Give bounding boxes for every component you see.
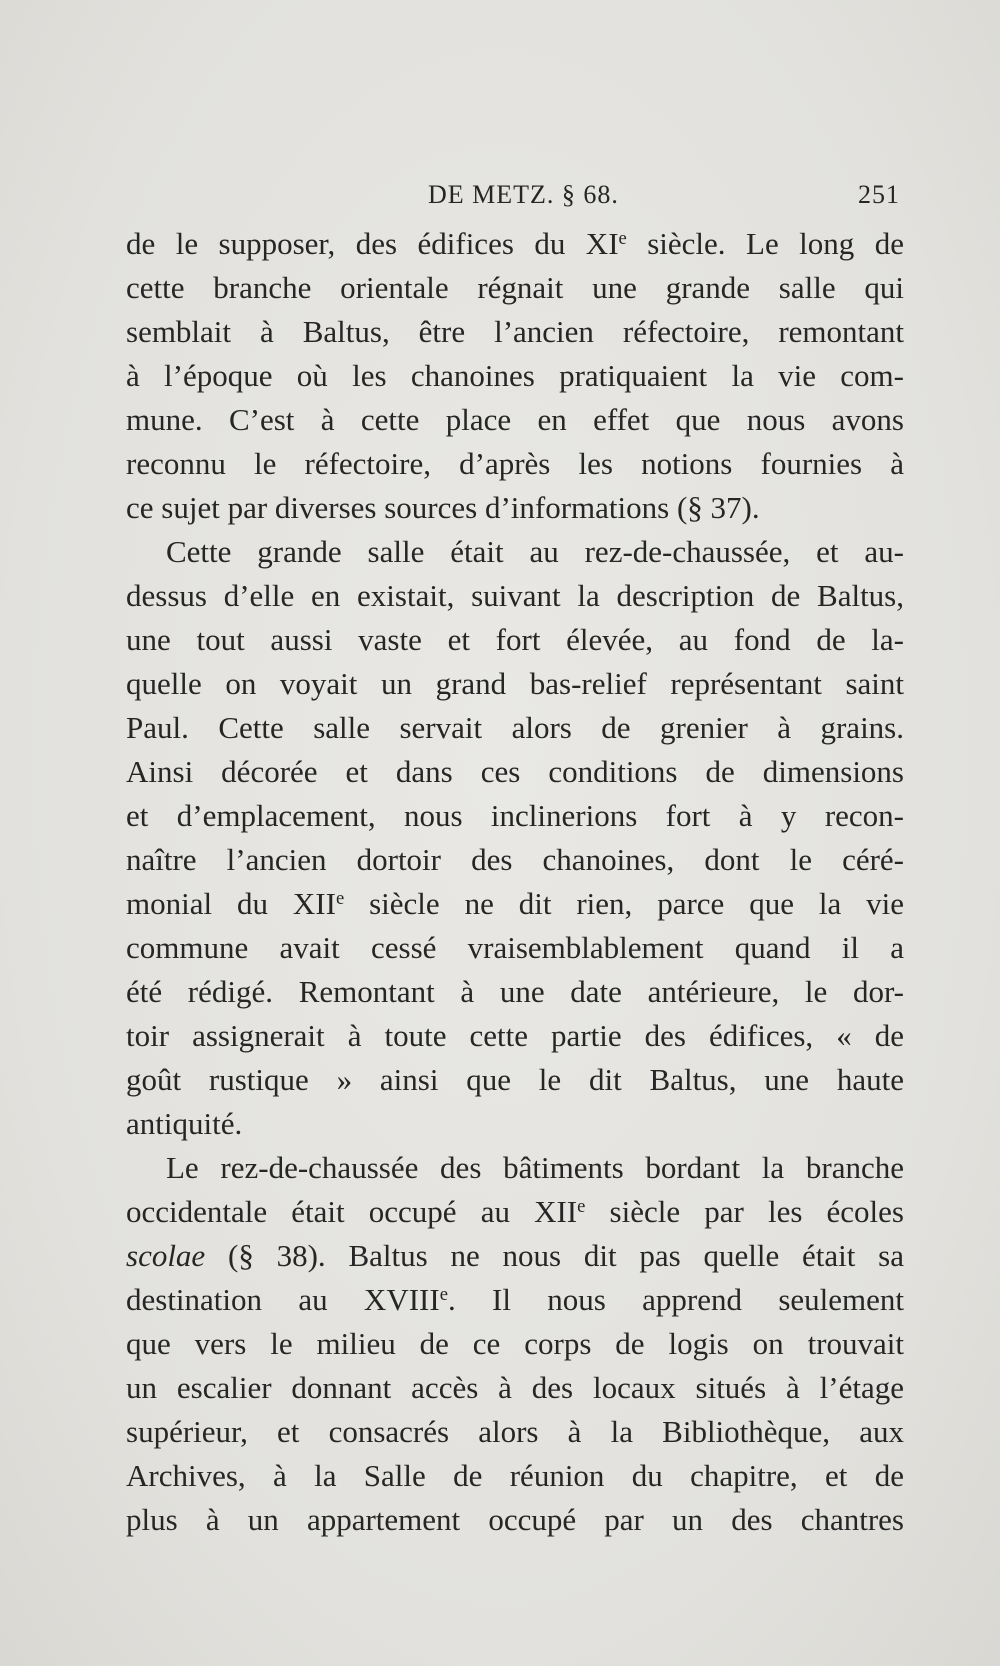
text-line: semblait à Baltus, être l’ancien réfectoire, remontant [126, 314, 904, 349]
text-line: monial du XIIe siècle ne dit rien, parce que la vie [126, 886, 904, 921]
text-line: dessus d’elle en existait, suivant la description de Baltus, [126, 578, 904, 613]
text-line: toir assignerait à toute cette partie des édifices, « de [126, 1018, 904, 1053]
text-line: occidentale était occupé au XIIe siècle par les écoles [126, 1194, 904, 1229]
text-line: et d’emplacement, nous inclinerions fort à y recon- [126, 798, 904, 833]
text-line: Ainsi décorée et dans ces conditions de dimensions [126, 754, 904, 789]
text-line: cette branche orientale régnait une grande salle qui [126, 270, 904, 305]
text-line: mune. C’est à cette place en effet que nous avons [126, 402, 904, 437]
text-line: quelle on voyait un grand bas-relief représentant saint [126, 666, 904, 701]
text-line: commune avait cessé vraisemblablement quand il a [126, 930, 904, 965]
text-line: ce sujet par diverses sources d’informations (§ 37). [126, 490, 760, 525]
text-line: de le supposer, des édifices du XIe siècle. Le long de [126, 226, 904, 261]
text-line: scolae (§ 38). Baltus ne nous dit pas quelle était sa [126, 1238, 904, 1273]
text-line: supérieur, et consacrés alors à la Bibliothèque, aux [126, 1414, 904, 1449]
page-header [128, 180, 900, 212]
text-line: Paul. Cette salle servait alors de grenier à grains. [126, 710, 904, 745]
text-line: plus à un appartement occupé par un des chantres [126, 1502, 904, 1537]
text-line: Archives, à la Salle de réunion du chapitre, et de [126, 1458, 904, 1493]
text-line: Cette grande salle était au rez-de-chaussée, et au- [166, 534, 904, 569]
text-line: Le rez-de-chaussée des bâtiments bordant la branche [166, 1150, 904, 1185]
text-line: destination au XVIIIe. Il nous apprend seulement [126, 1282, 904, 1317]
page-number: 251 [858, 180, 900, 209]
text-line: été rédigé. Remontant à une date antérieure, le dor- [126, 974, 904, 1009]
text-line: que vers le milieu de ce corps de logis on trouvait [126, 1326, 904, 1361]
text-line: une tout aussi vaste et fort élevée, au fond de la- [126, 622, 904, 657]
running-title: DE METZ. § 68. [428, 180, 619, 209]
text-line: un escalier donnant accès à des locaux situés à l’étage [126, 1370, 904, 1405]
text-line: goût rustique » ainsi que le dit Baltus, une haute [126, 1062, 904, 1097]
text-line: à l’époque où les chanoines pratiquaient la vie com- [126, 358, 904, 393]
text-line: naître l’ancien dortoir des chanoines, dont le céré- [126, 842, 904, 877]
text-line: antiquité. [126, 1106, 243, 1141]
body-text [126, 222, 904, 1542]
text-line: reconnu le réfectoire, d’après les notions fournies à [126, 446, 904, 481]
